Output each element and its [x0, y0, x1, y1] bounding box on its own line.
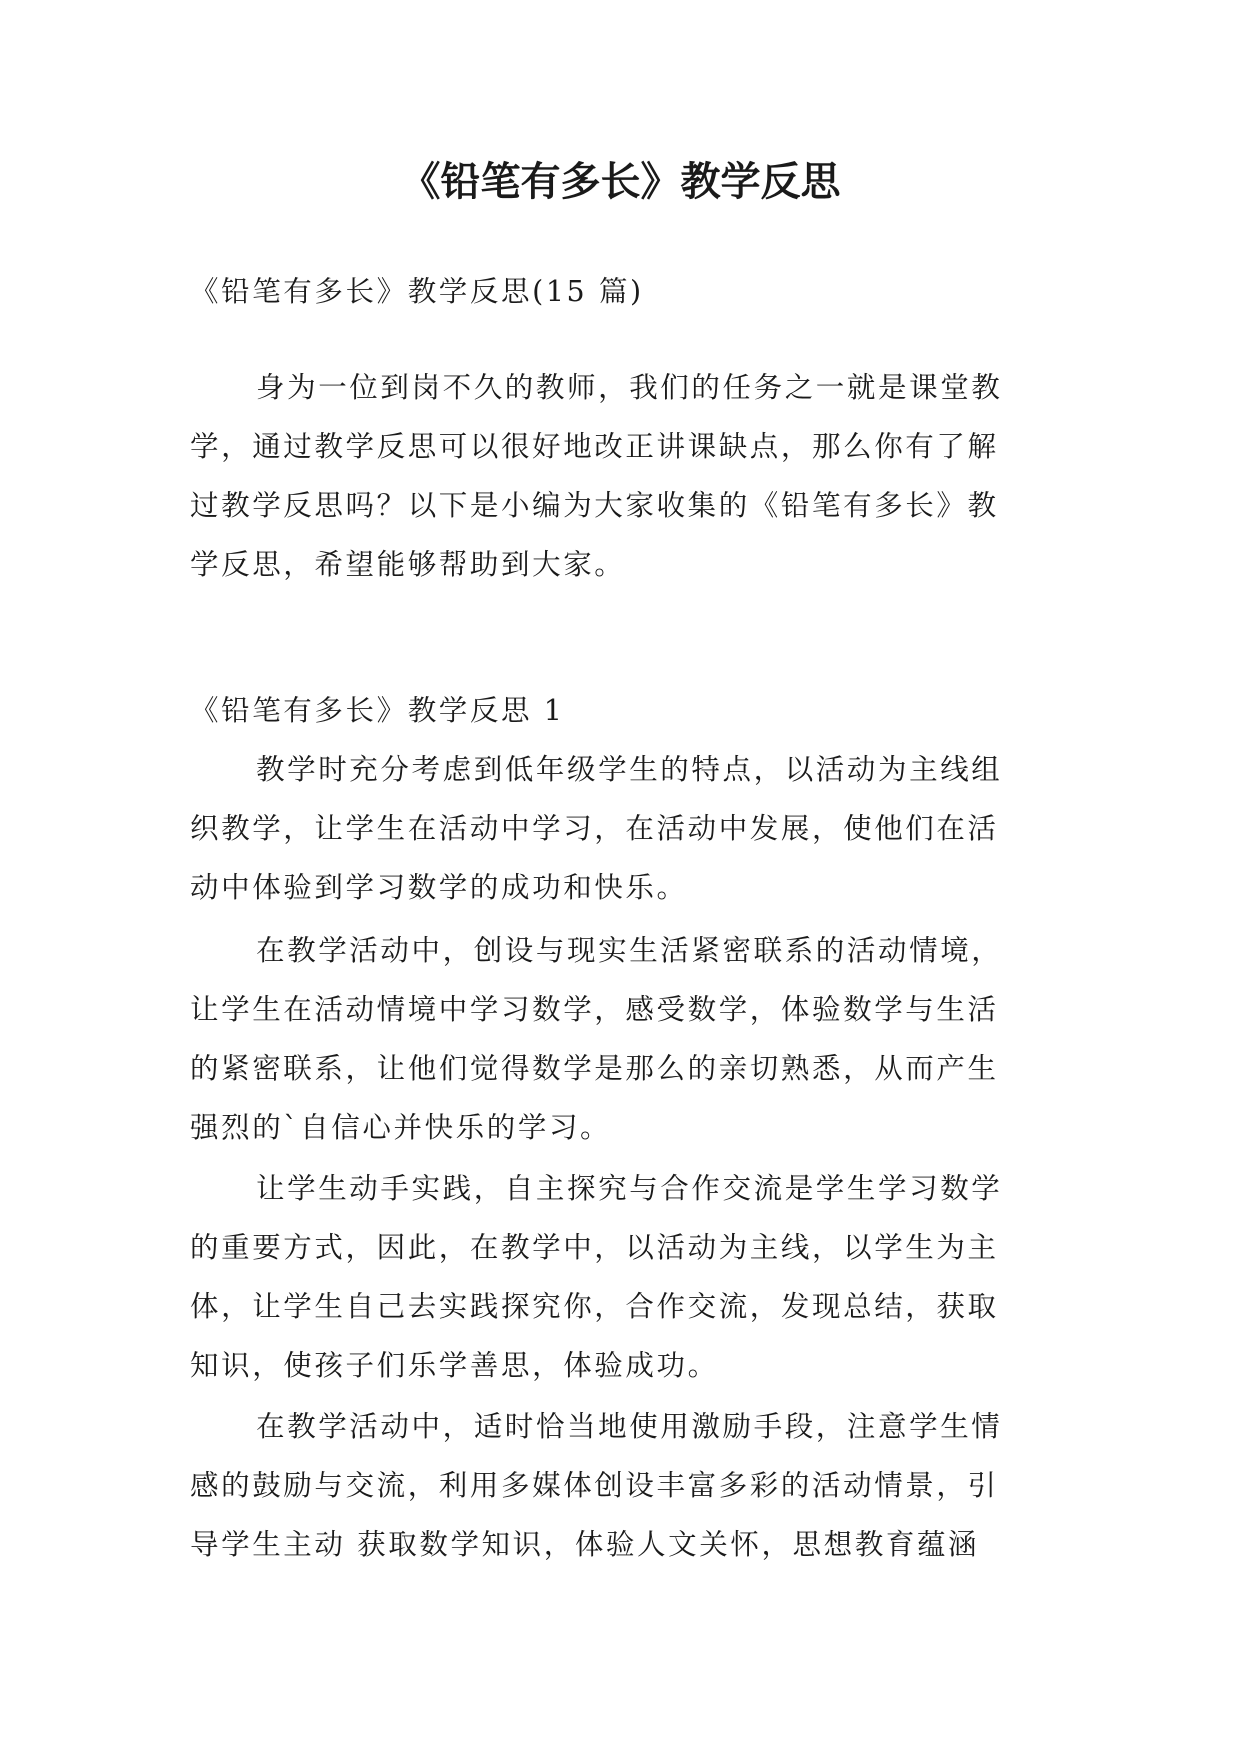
paragraph-line: 在教学活动中，创设与现实生活紧密联系的活动情境， [256, 934, 1003, 967]
intro-paragraph [190, 358, 1056, 594]
paragraph-line: 动中体验到学习数学的成功和快乐。 [190, 871, 688, 904]
document-subtitle [190, 262, 1056, 321]
paragraph-line: 教学时充分考虑到低年级学生的特点，以活动为主线组 [256, 753, 1003, 786]
paragraph-line: 让学生在活动情境中学习数学，感受数学，体验数学与生活 [190, 993, 999, 1026]
paragraph-line: 让学生动手实践，自主探究与合作交流是学生学习数学 [256, 1172, 1003, 1205]
paragraph-line: 的重要方式，因此，在教学中，以活动为主线，以学生为主 [190, 1231, 999, 1264]
intro-line: 学反思，希望能够帮助到大家。 [190, 548, 626, 581]
paragraph-line: 在教学活动中，适时恰当地使用激励手段，注意学生情 [256, 1410, 1003, 1443]
section-heading-line: 《铅笔有多长》教学反思 1 [190, 694, 565, 727]
paragraph-line: 导学生主动 获取数学知识，体验人文关怀，思想教育蕴涵 [190, 1528, 980, 1561]
subtitle-line: 《铅笔有多长》教学反思(15 篇) [190, 275, 644, 308]
document-title: 《铅笔有多长》教学反思 [400, 159, 841, 205]
intro-line: 学，通过教学反思可以很好地改正讲课缺点，那么你有了解 [190, 430, 999, 463]
paragraph-line: 体，让学生自己去实践探究你，合作交流，发现总结，获取 [190, 1290, 999, 1323]
body-paragraph-3 [190, 1159, 1056, 1395]
paragraph-line: 知识，使孩子们乐学善思，体验成功。 [190, 1349, 719, 1382]
paragraph-line: 强烈的`自信心并快乐的学习。 [190, 1111, 612, 1144]
paragraph-line: 织教学，让学生在活动中学习，在活动中发展，使他们在活 [190, 812, 999, 845]
body-paragraph-2 [190, 921, 1056, 1157]
paragraph-line: 感的鼓励与交流，利用多媒体创设丰富多彩的活动情景，引 [190, 1469, 999, 1502]
section-heading [190, 681, 1056, 740]
body-paragraph-1 [190, 740, 1056, 917]
body-paragraph-4 [190, 1397, 1056, 1574]
paragraph-line: 的紧密联系，让他们觉得数学是那么的亲切熟悉，从而产生 [190, 1052, 999, 1085]
intro-line: 过教学反思吗？以下是小编为大家收集的《铅笔有多长》教 [190, 489, 999, 522]
intro-line: 身为一位到岗不久的教师，我们的任务之一就是课堂教 [256, 371, 1003, 404]
